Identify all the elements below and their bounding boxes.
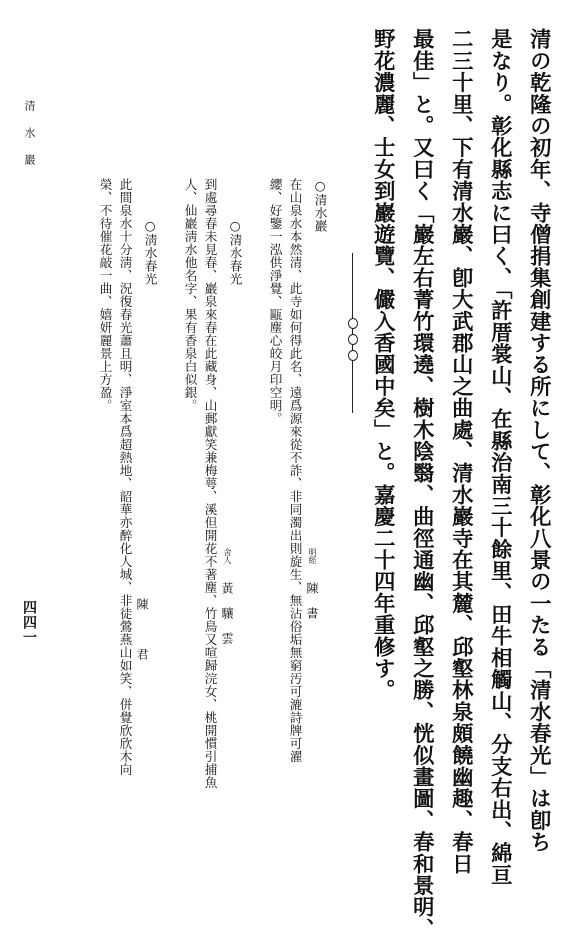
author-name: 陳 書	[305, 582, 319, 620]
poem-author	[221, 548, 233, 645]
main-text-column: 最佳」と。又曰く「巖左右菁竹環遶、樹木陰翳、曲徑通幽、邱壑之勝、恍似畫圖、春和景明、	[409, 28, 435, 939]
poem-line: 榮、不待催花敲一曲、嬉妍麗景上方盈。	[97, 178, 113, 412]
author-name: 陳 君	[135, 598, 149, 661]
running-header: 清水巖	[23, 100, 36, 181]
main-text-column: 野花濃麗、士女到巖遊覽、儼入香國中矣」と。嘉慶二十四年重修す。	[370, 28, 396, 701]
author-role: 舍人	[223, 548, 232, 564]
poem-title: ○清水春光	[227, 218, 243, 286]
section-divider	[352, 253, 353, 413]
poem-title: ○淸水春光	[142, 218, 158, 286]
page-number: 四四一	[21, 600, 37, 645]
divider-ornament	[348, 350, 358, 361]
main-text-column: 是なり。彰化縣志に曰く、「許厝裳山、在縣治南三十餘里、田牛相觸山、分支右出、綿亘	[487, 28, 513, 886]
poem-line: 纓、好鑒一泓供淨覺、甌塵心皎月印空明。	[267, 178, 283, 425]
main-text-column: 二三十里、下有清水巖、卽大武郡山之曲處、清水巖寺在其麓、邱壑林泉頗饒幽趣、春日	[448, 28, 474, 875]
poem-title: ○清水巖	[312, 178, 328, 233]
author-name: 黃 驤 雲	[220, 582, 234, 645]
main-text-column: 清の乾隆の初年、寺僧捐集創建する所にして、彰化八景の一たる「清水春光」は卽ち	[526, 28, 552, 853]
poem-author	[136, 598, 148, 661]
poem-author	[306, 548, 318, 620]
divider-ornament	[348, 334, 358, 345]
author-role: 明經	[308, 548, 317, 564]
divider-ornament	[348, 318, 358, 329]
poem-line: 此間泉水十分淸、況復春光蕭且明、淨室本爲超熱地、韶華亦醉化人城、非徒鶯燕山如笑、併覺欣欣木向	[117, 178, 133, 776]
poem-line: 到處尋春未見春、巖泉來春在此藏身、山郵獻笑兼梅萼、溪但開花不著塵、竹鳥又喧歸浣女、桃開慣引捕魚	[202, 178, 218, 789]
poem-line: 人、仙巖淸水他名字、果有香泉白似銀。	[182, 178, 198, 412]
poem-line: 在山泉水本然清、此寺如何得此名、遠爲源來從不詐、非同濁出則旋生、無沾俗垢無窮汚可漉詩牌可濯	[287, 178, 303, 763]
